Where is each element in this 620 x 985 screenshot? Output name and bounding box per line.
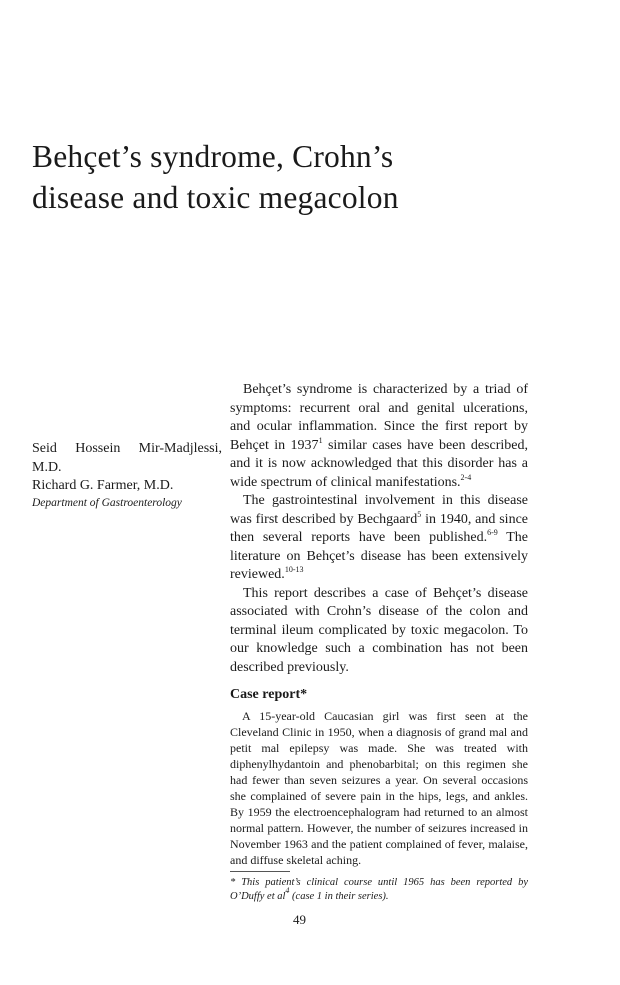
introduction (230, 381, 528, 677)
title-line-1: Behçet’s syndrome, Crohn’s (32, 139, 394, 174)
author-name: Richard G. Farmer, M.D. (32, 478, 174, 493)
footnote-divider (230, 871, 290, 872)
author-name: Seid Hossein Mir-Madjlessi, M.D. (32, 441, 222, 475)
case-paragraph: A 15-year-old Caucasian girl was first seen at the Cleveland Clinic in 1950, when a diagnosis of grand mal and petit mal epilepsy was made. She was treated with diphenylhydantoin and phenobarbital; on this regimen she had fewer than seven seizures a year. On several occasions she complained of severe pain in the hips, legs, and ankles. By 1959 the electroencephalogram had returned to an almost normal pattern. However, the number of seizures increased in November 1963 and the patient complained of fever, malaise, and diffuse skeletal aching. (230, 709, 528, 867)
footnote-text: (case 1 in their series). (289, 891, 389, 902)
page-number: 49 (293, 912, 306, 927)
intro-paragraph (230, 381, 528, 492)
footnote (230, 876, 528, 904)
article-body (230, 381, 528, 904)
reference-marker: 2-4 (460, 472, 472, 482)
title-line-2: disease and toxic megacolon (32, 180, 399, 215)
reference-marker: 4 (285, 886, 290, 895)
intro-text: The gastrointestinal involvement in this disease was first described by Bechgaard (230, 493, 528, 527)
intro-text: similar cases have been described, and it is now acknowledged that this disorder has a wide spectrum of clinical manifestations. (230, 437, 528, 490)
reference-marker: 1 (318, 435, 323, 445)
reference-marker: 5 (417, 509, 422, 519)
reference-marker: 10-13 (284, 565, 304, 574)
article-title (32, 136, 592, 218)
author-department: Department of Gastroenterology (32, 496, 182, 509)
intro-text: Behçet’s syndrome is characterized by a triad of symptoms: recurrent oral and genital ulcerations, and ocular inflammation. Since the first report by Behçet in 1937 (230, 382, 528, 453)
author-block (32, 440, 222, 511)
intro-text: The literature on Behçet’s disease has been extensively reviewed. (230, 530, 528, 582)
intro-text: in 1940, and since then several reports have been published. (230, 511, 529, 545)
section-heading: Case report* (230, 687, 308, 702)
footnote-text: * This patient’s clinical course until 1965 has been reported by O’Duffy et al (230, 877, 528, 902)
case-report-section (230, 708, 528, 868)
reference-marker: 6-9 (487, 528, 498, 537)
intro-paragraph (230, 492, 528, 585)
intro-paragraph: This report describes a case of Behçet’s disease associated with Crohn’s disease of the colon and terminal ileum complicated by toxic megacolon. To our knowledge such a combination has not been described previously. (230, 585, 528, 675)
